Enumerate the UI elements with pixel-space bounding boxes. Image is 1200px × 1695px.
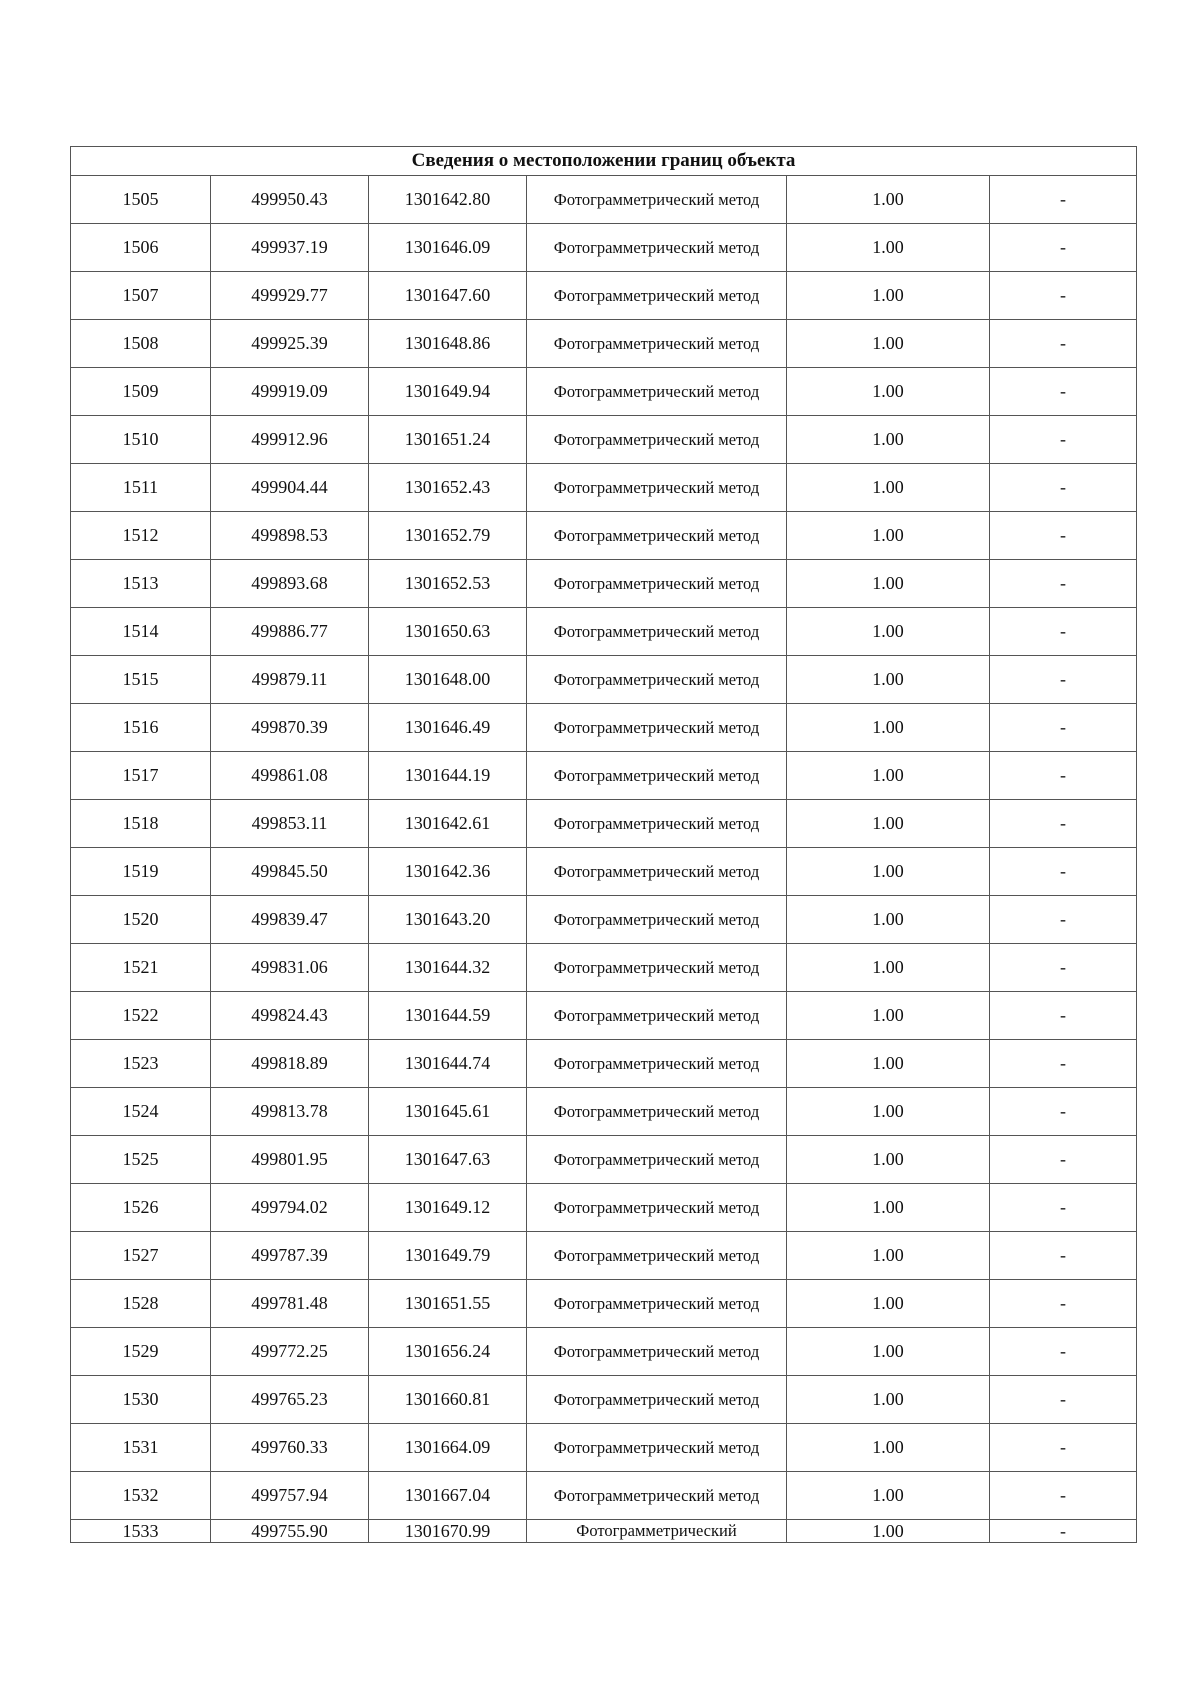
cell-x: 499925.39 <box>211 320 369 368</box>
cell-point: 1521 <box>71 944 211 992</box>
cell-y: 1301644.19 <box>369 752 527 800</box>
cell-note: - <box>990 800 1137 848</box>
table-row <box>71 752 1137 800</box>
cell-x: 499886.77 <box>211 608 369 656</box>
cell-x: 499937.19 <box>211 224 369 272</box>
cell-point: 1518 <box>71 800 211 848</box>
cell-x: 499853.11 <box>211 800 369 848</box>
cell-method: Фотограмметрический метод <box>527 752 787 800</box>
cell-note: - <box>990 1088 1137 1136</box>
cell-accuracy: 1.00 <box>787 992 990 1040</box>
cell-y: 1301650.63 <box>369 608 527 656</box>
cell-x: 499765.23 <box>211 1376 369 1424</box>
table-row <box>71 704 1137 752</box>
cell-y: 1301642.36 <box>369 848 527 896</box>
cell-note: - <box>990 608 1137 656</box>
cell-x: 499870.39 <box>211 704 369 752</box>
table-row <box>71 1472 1137 1520</box>
table-row <box>71 512 1137 560</box>
cell-note: - <box>990 368 1137 416</box>
cell-note: - <box>990 992 1137 1040</box>
cell-y: 1301651.24 <box>369 416 527 464</box>
cell-point: 1516 <box>71 704 211 752</box>
cell-y: 1301648.86 <box>369 320 527 368</box>
cell-y: 1301667.04 <box>369 1472 527 1520</box>
cell-accuracy: 1.00 <box>787 1184 990 1232</box>
table-row <box>71 1136 1137 1184</box>
cell-note: - <box>990 1424 1137 1472</box>
table-row <box>71 1328 1137 1376</box>
cell-note: - <box>990 1376 1137 1424</box>
cell-method: Фотограмметрический <box>527 1520 787 1543</box>
cell-method: Фотограмметрический метод <box>527 560 787 608</box>
cell-x: 499781.48 <box>211 1280 369 1328</box>
cell-y: 1301652.43 <box>369 464 527 512</box>
cell-x: 499787.39 <box>211 1232 369 1280</box>
table-row-last <box>71 1520 1137 1543</box>
cell-note: - <box>990 272 1137 320</box>
cell-x: 499904.44 <box>211 464 369 512</box>
cell-y: 1301647.60 <box>369 272 527 320</box>
cell-y: 1301670.99 <box>369 1520 527 1543</box>
table-row <box>71 1232 1137 1280</box>
cell-note: - <box>990 896 1137 944</box>
cell-method: Фотограмметрический метод <box>527 848 787 896</box>
cell-note: - <box>990 1184 1137 1232</box>
cell-point: 1529 <box>71 1328 211 1376</box>
cell-point: 1517 <box>71 752 211 800</box>
cell-x: 499929.77 <box>211 272 369 320</box>
table-row <box>71 368 1137 416</box>
cell-y: 1301644.59 <box>369 992 527 1040</box>
cell-method: Фотограмметрический метод <box>527 320 787 368</box>
table-row <box>71 848 1137 896</box>
cell-point: 1509 <box>71 368 211 416</box>
table-row <box>71 416 1137 464</box>
cell-point: 1519 <box>71 848 211 896</box>
cell-method: Фотограмметрический метод <box>527 1232 787 1280</box>
cell-point: 1524 <box>71 1088 211 1136</box>
cell-y: 1301648.00 <box>369 656 527 704</box>
cell-x: 499757.94 <box>211 1472 369 1520</box>
cell-accuracy: 1.00 <box>787 272 990 320</box>
cell-x: 499861.08 <box>211 752 369 800</box>
cell-note: - <box>990 704 1137 752</box>
cell-method: Фотограмметрический метод <box>527 944 787 992</box>
cell-note: - <box>990 176 1137 224</box>
cell-method: Фотограмметрический метод <box>527 1376 787 1424</box>
cell-method: Фотограмметрический метод <box>527 800 787 848</box>
cell-note: - <box>990 848 1137 896</box>
cell-method: Фотограмметрический метод <box>527 224 787 272</box>
cell-method: Фотограмметрический метод <box>527 1136 787 1184</box>
cell-accuracy: 1.00 <box>787 896 990 944</box>
cell-point: 1514 <box>71 608 211 656</box>
cell-x: 499772.25 <box>211 1328 369 1376</box>
cell-method: Фотограмметрический метод <box>527 1328 787 1376</box>
cell-point: 1526 <box>71 1184 211 1232</box>
table-row <box>71 1040 1137 1088</box>
table-row <box>71 656 1137 704</box>
cell-point: 1525 <box>71 1136 211 1184</box>
table-row <box>71 896 1137 944</box>
cell-method: Фотограмметрический метод <box>527 464 787 512</box>
cell-y: 1301646.49 <box>369 704 527 752</box>
cell-note: - <box>990 1040 1137 1088</box>
cell-x: 499839.47 <box>211 896 369 944</box>
cell-accuracy: 1.00 <box>787 1088 990 1136</box>
cell-accuracy: 1.00 <box>787 176 990 224</box>
cell-y: 1301642.80 <box>369 176 527 224</box>
cell-note: - <box>990 1472 1137 1520</box>
cell-x: 499794.02 <box>211 1184 369 1232</box>
cell-accuracy: 1.00 <box>787 368 990 416</box>
cell-method: Фотограмметрический метод <box>527 1040 787 1088</box>
cell-y: 1301652.53 <box>369 560 527 608</box>
cell-y: 1301649.94 <box>369 368 527 416</box>
table-title: Сведения о местоположении границ объекта <box>71 147 1137 176</box>
cell-method: Фотограмметрический метод <box>527 704 787 752</box>
cell-point: 1510 <box>71 416 211 464</box>
cell-x: 499912.96 <box>211 416 369 464</box>
cell-point: 1506 <box>71 224 211 272</box>
cell-note: - <box>990 1520 1137 1543</box>
table-row <box>71 1280 1137 1328</box>
cell-y: 1301642.61 <box>369 800 527 848</box>
cell-x: 499818.89 <box>211 1040 369 1088</box>
boundary-coordinates-table <box>70 146 1137 1543</box>
cell-note: - <box>990 656 1137 704</box>
cell-y: 1301644.32 <box>369 944 527 992</box>
boundary-table-sheet <box>70 146 1136 1543</box>
cell-y: 1301645.61 <box>369 1088 527 1136</box>
cell-x: 499898.53 <box>211 512 369 560</box>
cell-x: 499950.43 <box>211 176 369 224</box>
table-row <box>71 272 1137 320</box>
cell-y: 1301647.63 <box>369 1136 527 1184</box>
cell-method: Фотограмметрический метод <box>527 656 787 704</box>
cell-method: Фотограмметрический метод <box>527 608 787 656</box>
table-row <box>71 1088 1137 1136</box>
table-row <box>71 464 1137 512</box>
cell-note: - <box>990 560 1137 608</box>
cell-note: - <box>990 512 1137 560</box>
cell-method: Фотограмметрический метод <box>527 1280 787 1328</box>
cell-note: - <box>990 1232 1137 1280</box>
cell-accuracy: 1.00 <box>787 752 990 800</box>
cell-point: 1505 <box>71 176 211 224</box>
cell-accuracy: 1.00 <box>787 464 990 512</box>
cell-accuracy: 1.00 <box>787 1472 990 1520</box>
cell-point: 1530 <box>71 1376 211 1424</box>
cell-point: 1532 <box>71 1472 211 1520</box>
cell-note: - <box>990 752 1137 800</box>
cell-y: 1301660.81 <box>369 1376 527 1424</box>
cell-point: 1531 <box>71 1424 211 1472</box>
cell-accuracy: 1.00 <box>787 800 990 848</box>
cell-method: Фотограмметрический метод <box>527 1184 787 1232</box>
table-row <box>71 1376 1137 1424</box>
cell-accuracy: 1.00 <box>787 848 990 896</box>
cell-accuracy: 1.00 <box>787 512 990 560</box>
cell-x: 499919.09 <box>211 368 369 416</box>
cell-accuracy: 1.00 <box>787 224 990 272</box>
cell-note: - <box>990 416 1137 464</box>
cell-accuracy: 1.00 <box>787 416 990 464</box>
cell-accuracy: 1.00 <box>787 1520 990 1543</box>
cell-method: Фотограмметрический метод <box>527 896 787 944</box>
table-body <box>71 176 1137 1543</box>
cell-x: 499845.50 <box>211 848 369 896</box>
cell-point: 1528 <box>71 1280 211 1328</box>
cell-accuracy: 1.00 <box>787 320 990 368</box>
cell-x: 499801.95 <box>211 1136 369 1184</box>
cell-y: 1301656.24 <box>369 1328 527 1376</box>
cell-x: 499831.06 <box>211 944 369 992</box>
cell-y: 1301643.20 <box>369 896 527 944</box>
cell-y: 1301652.79 <box>369 512 527 560</box>
table-row <box>71 944 1137 992</box>
cell-y: 1301644.74 <box>369 1040 527 1088</box>
cell-y: 1301646.09 <box>369 224 527 272</box>
cell-accuracy: 1.00 <box>787 704 990 752</box>
cell-method: Фотограмметрический метод <box>527 1472 787 1520</box>
cell-method: Фотограмметрический метод <box>527 992 787 1040</box>
cell-y: 1301651.55 <box>369 1280 527 1328</box>
cell-accuracy: 1.00 <box>787 1136 990 1184</box>
cell-x: 499760.33 <box>211 1424 369 1472</box>
cell-accuracy: 1.00 <box>787 1424 990 1472</box>
table-row <box>71 176 1137 224</box>
cell-point: 1522 <box>71 992 211 1040</box>
cell-point: 1513 <box>71 560 211 608</box>
cell-point: 1508 <box>71 320 211 368</box>
cell-accuracy: 1.00 <box>787 1232 990 1280</box>
cell-y: 1301664.09 <box>369 1424 527 1472</box>
table-row <box>71 560 1137 608</box>
table-row <box>71 992 1137 1040</box>
cell-accuracy: 1.00 <box>787 560 990 608</box>
cell-point: 1511 <box>71 464 211 512</box>
cell-x: 499813.78 <box>211 1088 369 1136</box>
cell-accuracy: 1.00 <box>787 944 990 992</box>
cell-accuracy: 1.00 <box>787 1040 990 1088</box>
table-row <box>71 320 1137 368</box>
cell-point: 1512 <box>71 512 211 560</box>
cell-method: Фотограмметрический метод <box>527 272 787 320</box>
cell-method: Фотограмметрический метод <box>527 1424 787 1472</box>
cell-note: - <box>990 224 1137 272</box>
cell-x: 499879.11 <box>211 656 369 704</box>
cell-accuracy: 1.00 <box>787 656 990 704</box>
table-row <box>71 1424 1137 1472</box>
cell-x: 499893.68 <box>211 560 369 608</box>
cell-x: 499824.43 <box>211 992 369 1040</box>
cell-accuracy: 1.00 <box>787 1280 990 1328</box>
cell-note: - <box>990 320 1137 368</box>
cell-point: 1527 <box>71 1232 211 1280</box>
cell-note: - <box>990 944 1137 992</box>
cell-note: - <box>990 1280 1137 1328</box>
cell-y: 1301649.79 <box>369 1232 527 1280</box>
table-row <box>71 608 1137 656</box>
table-row <box>71 1184 1137 1232</box>
cell-note: - <box>990 1328 1137 1376</box>
table-row <box>71 224 1137 272</box>
cell-note: - <box>990 1136 1137 1184</box>
cell-method: Фотограмметрический метод <box>527 176 787 224</box>
cell-point: 1523 <box>71 1040 211 1088</box>
cell-point: 1515 <box>71 656 211 704</box>
cell-method: Фотограмметрический метод <box>527 1088 787 1136</box>
cell-point: 1533 <box>71 1520 211 1543</box>
cell-method: Фотограмметрический метод <box>527 368 787 416</box>
cell-accuracy: 1.00 <box>787 1328 990 1376</box>
cell-point: 1520 <box>71 896 211 944</box>
cell-x: 499755.90 <box>211 1520 369 1543</box>
cell-accuracy: 1.00 <box>787 608 990 656</box>
cell-method: Фотограмметрический метод <box>527 512 787 560</box>
cell-note: - <box>990 464 1137 512</box>
cell-method: Фотограмметрический метод <box>527 416 787 464</box>
cell-accuracy: 1.00 <box>787 1376 990 1424</box>
cell-y: 1301649.12 <box>369 1184 527 1232</box>
table-row <box>71 800 1137 848</box>
cell-point: 1507 <box>71 272 211 320</box>
